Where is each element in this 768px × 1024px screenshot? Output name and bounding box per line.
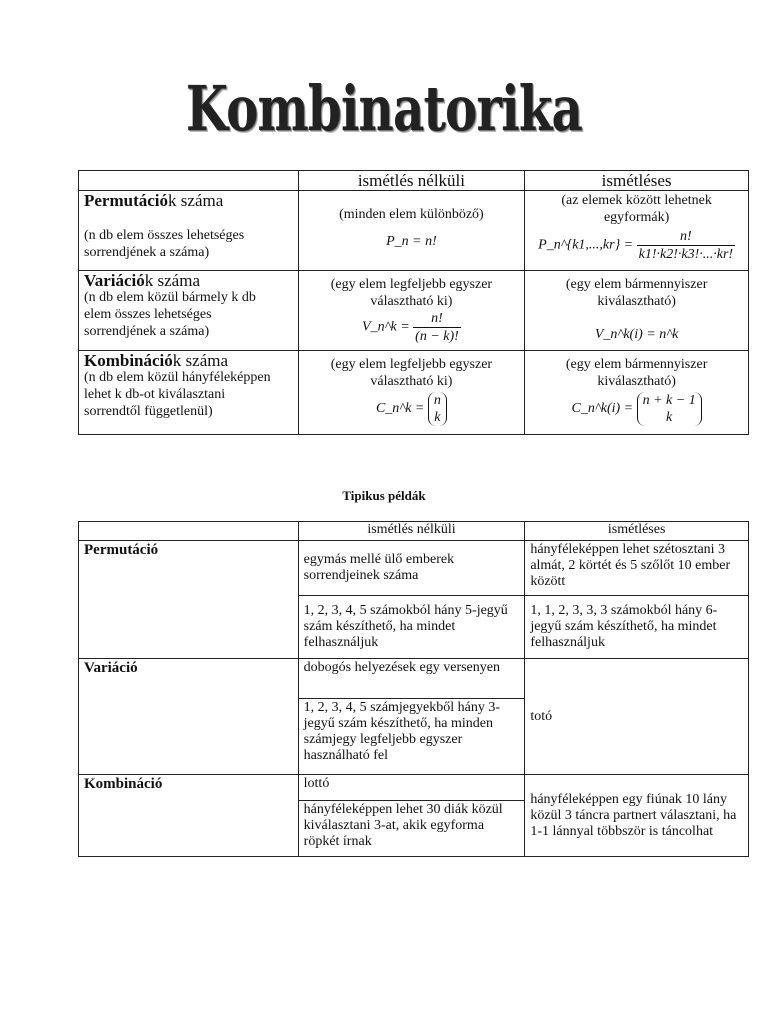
combination-desc-line: (n db elem közül hányféleképpen [84,370,271,385]
row-variation-label [79,271,299,351]
header-blank [79,171,299,191]
permutation-with [525,191,749,271]
variation-desc-line: (n db elem közül bármely k db [84,290,256,305]
variation-without-note: (egy elem legfeljebb egyszer választható ki) [330,277,493,309]
combination-name-rest: k száma [172,351,229,370]
permutation-without [298,191,525,271]
header-with-repetition: ismétléses [525,522,749,541]
header-blank [79,522,299,541]
permutation-example-a-without: egymás mellé ülő emberek sorrendjeinek száma [298,541,525,596]
permutation-with-fraction [637,228,735,263]
row-combination-label: Kombináció [79,775,299,857]
permutation-with-lhs: P_n^{k1,...,kr} = [538,237,634,253]
permutation-without-formula: P_n = n! [386,234,437,249]
combination-without-top: n [433,393,441,408]
combination-without-binomial [428,392,447,426]
permutation-name-rest: k száma [168,191,224,210]
formula-table [78,170,749,435]
combination-desc-line: sorrendtől függetlenül) [84,404,213,419]
row-permutation-label [79,191,299,271]
header-with-repetition: ismétléses [525,171,749,191]
combination-name-bold: Kombináció [84,351,173,370]
permutation-desc-line: (n db elem összes lehetséges [84,228,245,243]
variation-with-formula: V_n^k(i) = n^k [594,327,679,342]
permutation-example-b-with: 1, 1, 2, 3, 3, 3 számokból hány 6-jegyű szám készíthető, ha mindet felhasználjuk [525,596,749,659]
combination-without-lhs: C_n^k = [375,401,425,417]
combination-with-binomial [637,392,702,426]
combination-without-bottom: k [434,410,441,425]
variation-name-rest: k száma [144,271,200,290]
header-without-repetition: ismétlés nélküli [298,522,525,541]
combination-with-lhs: C_n^k(i) = [571,401,634,417]
row-variation-label: Variáció [79,659,299,775]
variation-with-note: (egy elem bármennyiszer kiválasztható) [565,277,708,309]
examples-title: Tipikus példák [342,488,426,503]
permutation-without-note: (minden elem különböző) [339,207,484,222]
variation-example-a-without: dobogós helyezések egy versenyen [298,659,525,699]
combination-example-b-without: hányféleképpen lehet 30 diák közül kiválasztani 3-at, akik egyforma röpkét írnak [298,801,525,857]
permutation-example-a-with: hányféleképpen lehet szétosztani 3 almát, 2 körtét és 5 szőlőt 10 ember között [525,541,749,596]
variation-without-lhs: V_n^k = [362,319,410,335]
header-without-repetition: ismétlés nélküli [298,171,525,191]
variation-example-with: totó [525,659,749,775]
variation-without-fraction [413,310,461,345]
variation-without-den: (n − k)! [415,329,459,344]
variation-example-b-without: 1, 2, 3, 4, 5 számjegyekből hány 3-jegyű szám készíthető, ha minden számjegy legfeljebb egyszer használható fel [298,699,525,775]
combination-with-note: (egy elem bármennyiszer kiválasztható) [565,357,708,389]
variation-with [525,271,749,351]
variation-without [298,271,525,351]
variation-desc-line: elem összes lehetséges [84,307,212,322]
row-permutation-label: Permutáció [79,541,299,659]
permutation-with-den: k1!·k2!·k3!·...·kr! [638,247,734,262]
combination-without [298,351,525,435]
combination-desc-line: lehet k db-ot kiválasztani [84,387,226,402]
combination-with [525,351,749,435]
examples-table [78,521,749,857]
permutation-name-bold: Permutáció [84,191,169,210]
variation-name-bold: Variáció [84,271,145,290]
permutation-with-note: (az elemek között lehetnek egyformák) [561,193,712,225]
combination-without-note: (egy elem legfeljebb egyszer választható ki) [330,357,493,389]
combination-example-a-without: lottó [298,775,525,801]
variation-without-num: n! [431,311,443,326]
permutation-example-b-without: 1, 2, 3, 4, 5 számokból hány 5-jegyű szám készíthető, ha mindet felhasználjuk [298,596,525,659]
combination-example-with: hányféleképpen egy fiúnak 10 lány közül 3 táncra partnert választani, ha 1-1 lánnyal többször is táncolhat [525,775,749,857]
combination-with-bottom: k [666,410,673,425]
permutation-desc-line: sorrendjének a száma) [84,245,210,260]
permutation-with-num: n! [680,229,692,244]
variation-desc-line: sorrendjének a száma) [84,324,210,339]
combination-with-top: n + k − 1 [642,393,696,408]
row-combination-label [79,351,299,435]
page-title: Kombinatorika [185,72,583,145]
